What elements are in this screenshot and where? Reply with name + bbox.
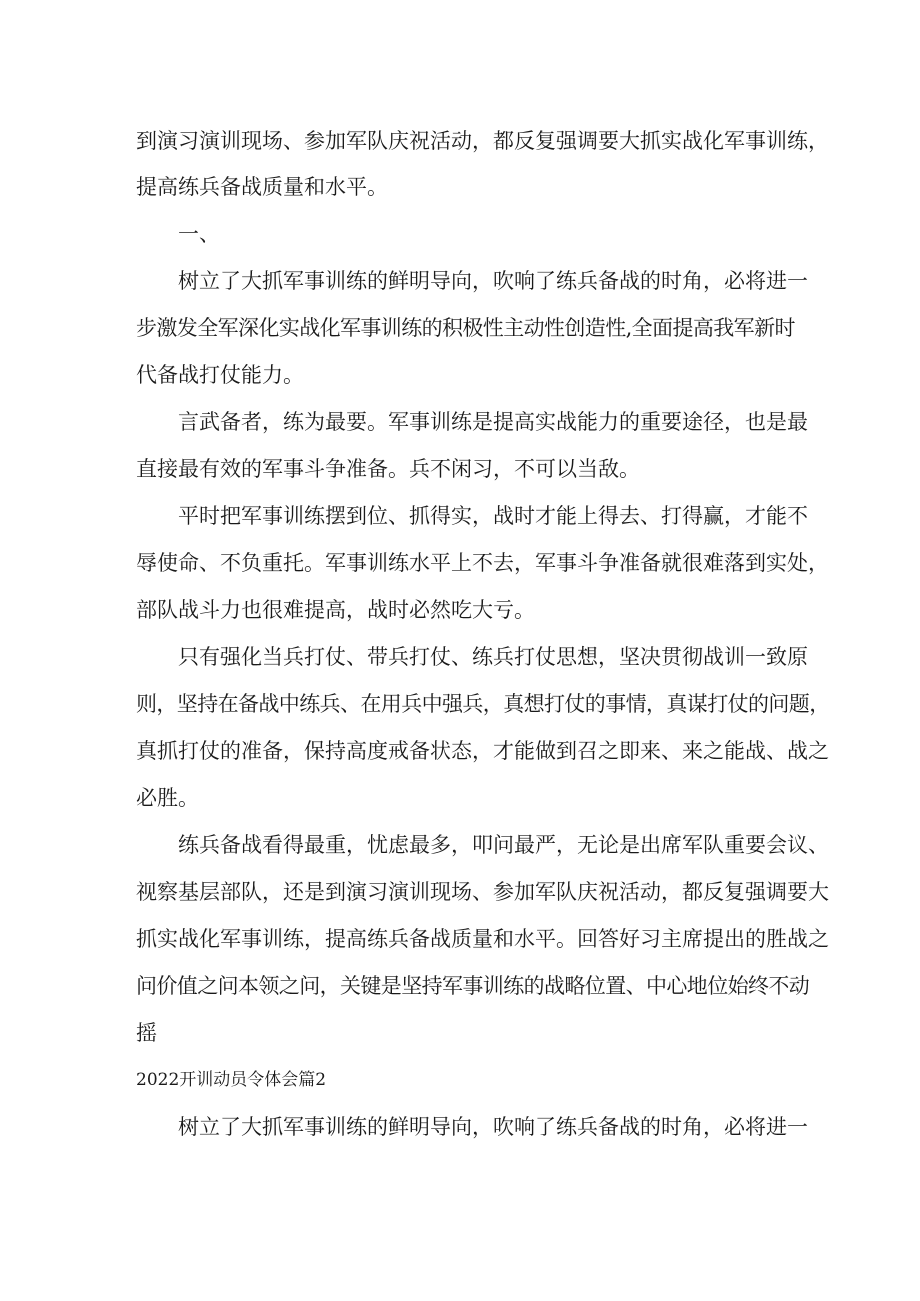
text-line: 视察基层部队，还是到演习演训现场、参加军队庆祝活动，都反复强调要大: [136, 880, 829, 904]
text-line: 抓实战化军事训练，提高练兵备战质量和水平。回答好习主席提出的胜战之: [136, 927, 829, 951]
paragraph-start: 只有强化当兵打仗、带兵打仗、练兵打仗思想，坚决贯彻战训一致原: [178, 645, 808, 669]
text-line: 代备战打仗能力。: [136, 363, 304, 387]
text-line: 步激发全军深化实战化军事训练的积极性主动性创造性,全面提高我军新时: [136, 316, 795, 340]
paragraph-start: 练兵备战看得最重，忧虑最多，叩问最严，无论是出席军队重要会议、: [178, 833, 829, 857]
text-line: 部队战斗力也很难提高，战时必然吃大亏。: [136, 598, 535, 622]
text-line: 辱使命、不负重托。军事训练水平上不去，军事斗争准备就很难落到实处，: [136, 551, 829, 575]
text-line: 必胜。: [136, 786, 199, 810]
text-line: 到演习演训现场、参加军队庆祝活动，都反复强调要大抓实战化军事训练，: [136, 129, 829, 153]
text-line: 则，坚持在备战中练兵、在用兵中强兵，真想打仗的事情，真谋打仗的问题，: [136, 692, 830, 716]
paragraph-start: 平时把军事训练摆到位、抓得实，战时才能上得去、打得赢，才能不: [178, 504, 808, 528]
text-line: 摇: [136, 1021, 157, 1045]
section-heading: 2022开训动员令体会篇2: [136, 1070, 327, 1090]
text-line: 提高练兵备战质量和水平。: [136, 175, 388, 199]
text-line: 问价值之问本领之问，关键是坚持军事训练的战略位置、中心地位始终不动: [136, 974, 810, 998]
paragraph-start: 树立了大抓军事训练的鲜明导向，吹响了练兵备战的时角，必将进一: [178, 1115, 808, 1139]
text-line: 真抓打仗的准备，保持高度戒备状态，才能做到召之即来、来之能战、战之: [136, 739, 829, 763]
section-number: 一、: [178, 222, 220, 246]
paragraph-start: 树立了大抓军事训练的鲜明导向，吹响了练兵备战的时角，必将进一: [178, 269, 808, 293]
text-line: 直接最有效的军事斗争准备。兵不闲习，不可以当敌。: [136, 457, 640, 481]
paragraph-start: 言武备者，练为最要。军事训练是提高实战能力的重要途径，也是最: [178, 410, 808, 434]
